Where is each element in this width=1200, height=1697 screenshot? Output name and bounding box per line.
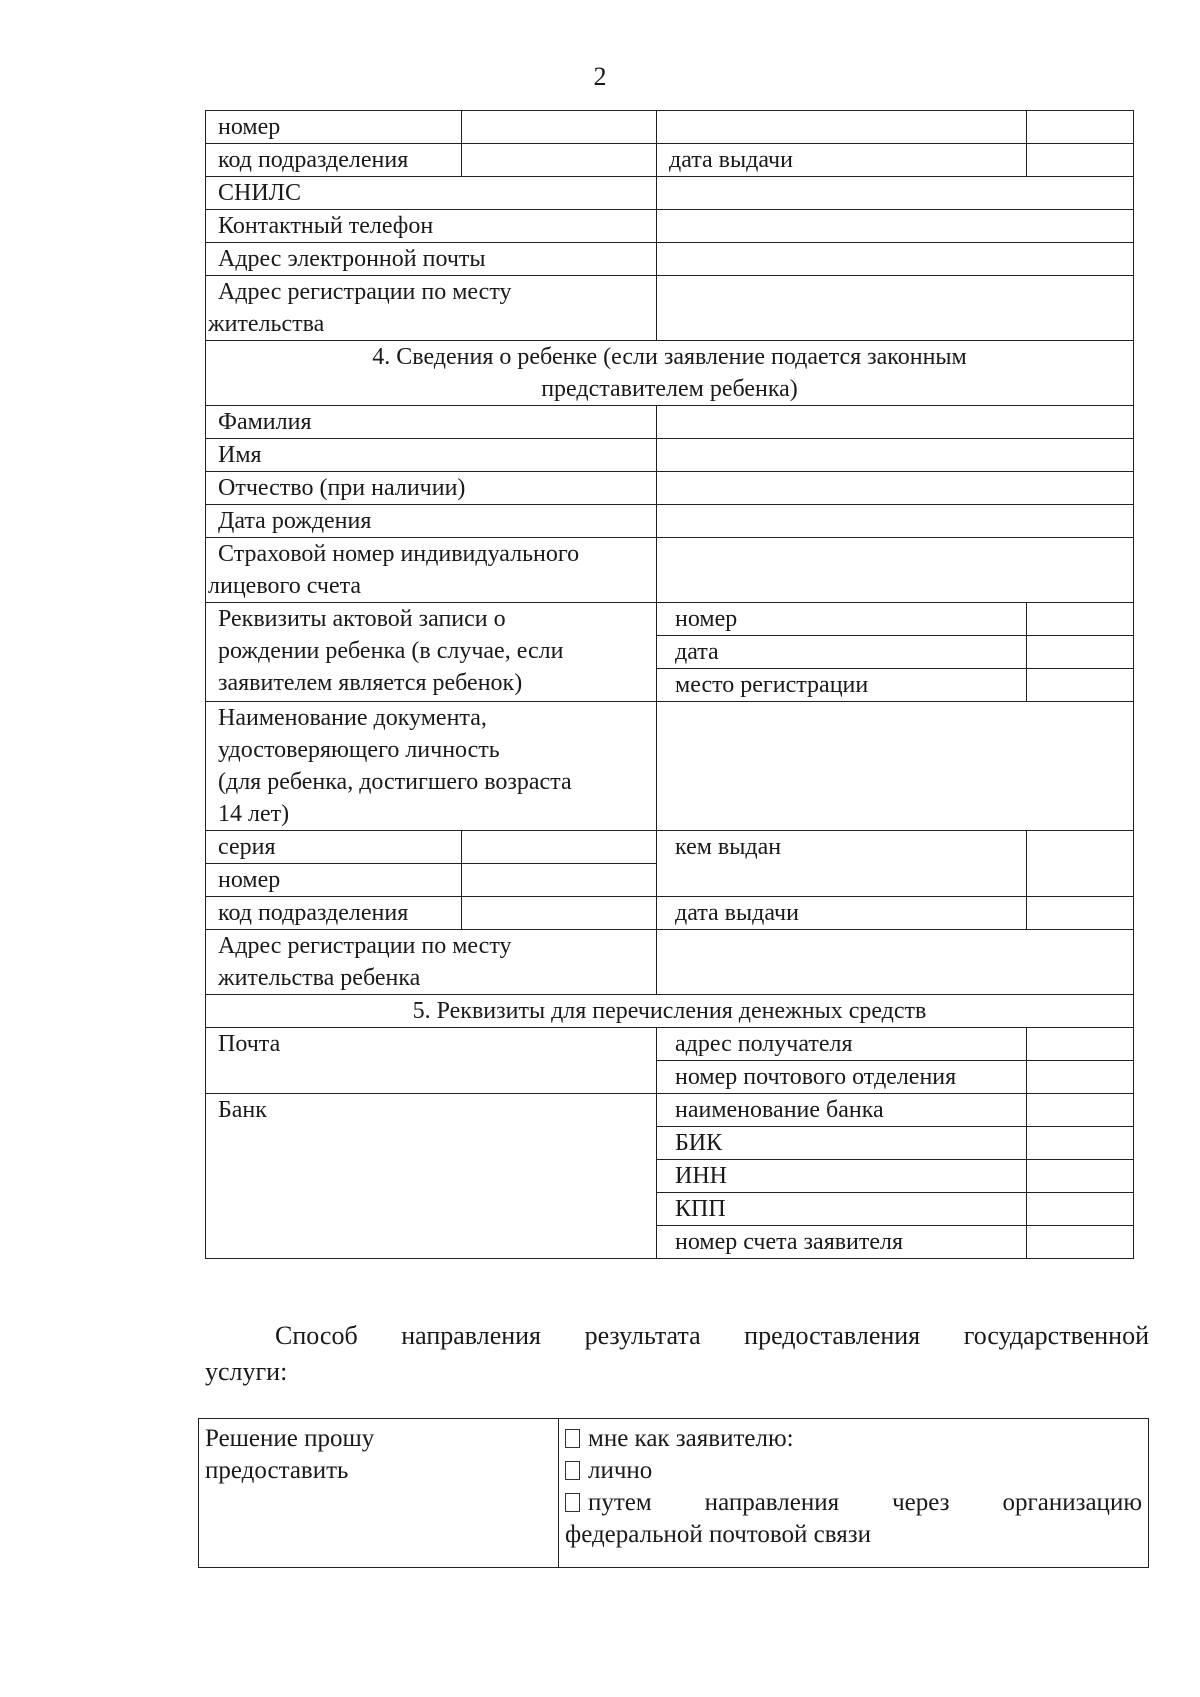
child-snils-row <box>206 538 1134 603</box>
act-record-line3: заявителем является ребенок) <box>218 670 523 696</box>
child-series-value[interactable] <box>462 831 657 864</box>
applicant-address-line2: жительства <box>208 311 325 337</box>
act-record-label <box>206 603 657 702</box>
applicant-number-label: номер <box>206 111 462 144</box>
result-delivery-row <box>199 1419 1149 1568</box>
child-name-value[interactable] <box>657 439 1134 472</box>
child-document-line4: 14 лет) <box>218 801 290 827</box>
bank-name-value[interactable] <box>1027 1094 1134 1127</box>
child-address-label <box>206 930 657 995</box>
child-code-label: код подразделения <box>206 897 462 930</box>
child-issued-by-value[interactable] <box>1027 831 1134 897</box>
option-in-person-label: лично <box>588 1457 653 1484</box>
applicant-code-row <box>206 144 1134 177</box>
option-in-person[interactable] <box>565 1455 1142 1487</box>
applicant-issue-date-label: дата выдачи <box>657 144 1027 177</box>
applicant-snils-value[interactable] <box>657 177 1134 210</box>
act-record-row-1 <box>206 603 1134 636</box>
child-birthdate-value[interactable] <box>657 505 1134 538</box>
act-date-label: дата <box>657 636 1027 669</box>
child-snils-value[interactable] <box>657 538 1134 603</box>
option-by-post-label: путем направления через организацию <box>588 1489 1142 1516</box>
result-delivery-options <box>559 1419 1149 1568</box>
bank-row-1 <box>206 1094 1134 1127</box>
delivery-method-line1: Способ направления результата предоставления государственной <box>275 1321 1149 1350</box>
child-patronymic-label: Отчество (при наличии) <box>206 472 657 505</box>
child-surname-row <box>206 406 1134 439</box>
child-patronymic-row <box>206 472 1134 505</box>
post-row-1 <box>206 1028 1134 1061</box>
applicant-code-label: код подразделения <box>206 144 462 177</box>
applicant-snils-row <box>206 177 1134 210</box>
option-by-post-line2: федеральной почтовой связи <box>565 1521 871 1548</box>
applicant-email-label: Адрес электронной почты <box>206 243 657 276</box>
section5-title: 5. Реквизиты для перечисления денежных средств <box>206 995 1134 1028</box>
child-number-value[interactable] <box>462 864 657 897</box>
act-date-value[interactable] <box>1027 636 1134 669</box>
post-label: Почта <box>206 1028 657 1094</box>
child-snils-line2: лицевого счета <box>208 573 362 599</box>
applicant-address-label <box>206 276 657 341</box>
applicant-code-value[interactable] <box>462 144 657 177</box>
applicant-number-extra[interactable] <box>657 111 1027 144</box>
section5-header-row <box>206 995 1134 1028</box>
account-value[interactable] <box>1027 1226 1134 1259</box>
option-to-applicant-label: мне как заявителю: <box>588 1425 794 1452</box>
child-birthdate-row <box>206 505 1134 538</box>
child-document-line2: удостоверяющего личность <box>218 737 500 763</box>
page-number: 2 <box>593 62 607 91</box>
child-issue-date-label: дата выдачи <box>657 897 1027 930</box>
account-label: номер счета заявителя <box>657 1226 1027 1259</box>
section4-title-line1: 4. Сведения о ребенке (если заявление подается законным <box>372 344 967 370</box>
child-issued-by-label: кем выдан <box>657 831 1027 897</box>
act-place-value[interactable] <box>1027 669 1134 702</box>
applicant-phone-value[interactable] <box>657 210 1134 243</box>
checkbox-icon[interactable] <box>565 1429 580 1448</box>
post-office-value[interactable] <box>1027 1061 1134 1094</box>
delivery-method-line2: услуги: <box>205 1357 288 1386</box>
bank-name-label: наименование банка <box>657 1094 1027 1127</box>
recipient-address-value[interactable] <box>1027 1028 1134 1061</box>
inn-value[interactable] <box>1027 1160 1134 1193</box>
act-place-label: место регистрации <box>657 669 1027 702</box>
result-label-line2: предоставить <box>205 1457 349 1484</box>
child-address-line1: Адрес регистрации по месту <box>218 933 512 959</box>
child-snils-label <box>206 538 657 603</box>
applicant-phone-row <box>206 210 1134 243</box>
checkbox-icon[interactable] <box>565 1493 580 1512</box>
act-number-label: номер <box>657 603 1027 636</box>
child-number-label: номер <box>206 864 462 897</box>
applicant-snils-label: СНИЛС <box>206 177 657 210</box>
child-birthdate-label: Дата рождения <box>206 505 657 538</box>
act-record-line2: рождении ребенка (в случае, если <box>218 638 564 664</box>
recipient-address-label: адрес получателя <box>657 1028 1027 1061</box>
child-document-label <box>206 702 657 831</box>
child-code-value[interactable] <box>462 897 657 930</box>
section4-title-line2: представителем ребенка) <box>541 376 798 402</box>
child-series-row <box>206 831 1134 864</box>
applicant-number-row <box>206 111 1134 144</box>
checkbox-icon[interactable] <box>565 1461 580 1480</box>
child-series-label: серия <box>206 831 462 864</box>
delivery-method-paragraph <box>205 1318 1149 1390</box>
child-snils-line1: Страховой номер индивидуального <box>218 541 580 567</box>
child-code-row <box>206 897 1134 930</box>
applicant-address-line1: Адрес регистрации по месту <box>218 279 512 305</box>
applicant-address-row <box>206 276 1134 341</box>
applicant-number-extra-value[interactable] <box>1027 111 1134 144</box>
child-issue-date-value[interactable] <box>1027 897 1134 930</box>
applicant-number-value[interactable] <box>462 111 657 144</box>
application-form-table <box>205 110 1134 1259</box>
act-number-value[interactable] <box>1027 603 1134 636</box>
kpp-value[interactable] <box>1027 1193 1134 1226</box>
child-surname-value[interactable] <box>657 406 1134 439</box>
child-document-line3: (для ребенка, достигшего возраста <box>218 769 572 795</box>
child-surname-label: Фамилия <box>206 406 657 439</box>
applicant-issue-date-value[interactable] <box>1027 144 1134 177</box>
child-name-label: Имя <box>206 439 657 472</box>
act-record-line1: Реквизиты актовой записи о <box>218 606 506 632</box>
kpp-label: КПП <box>657 1193 1027 1226</box>
applicant-phone-label: Контактный телефон <box>206 210 657 243</box>
applicant-email-value[interactable] <box>657 243 1134 276</box>
child-address-value[interactable] <box>657 930 1134 995</box>
applicant-address-value[interactable] <box>657 276 1134 341</box>
post-office-label: номер почтового отделения <box>657 1061 1027 1094</box>
child-document-row <box>206 702 1134 831</box>
result-label-line1: Решение прошу <box>205 1425 375 1452</box>
bik-label: БИК <box>657 1127 1027 1160</box>
section4-header-row <box>206 341 1134 406</box>
applicant-email-row <box>206 243 1134 276</box>
option-to-applicant[interactable] <box>565 1423 1142 1455</box>
child-patronymic-value[interactable] <box>657 472 1134 505</box>
child-address-row <box>206 930 1134 995</box>
child-document-value[interactable] <box>657 702 1134 831</box>
bik-value[interactable] <box>1027 1127 1134 1160</box>
bank-label: Банк <box>206 1094 657 1259</box>
result-delivery-label <box>199 1419 559 1568</box>
section4-title <box>206 341 1134 406</box>
child-name-row <box>206 439 1134 472</box>
inn-label: ИНН <box>657 1160 1027 1193</box>
child-document-line1: Наименование документа, <box>218 705 487 731</box>
result-delivery-table <box>198 1418 1149 1568</box>
child-address-line2: жительства ребенка <box>218 965 421 991</box>
option-by-post[interactable] <box>565 1487 1142 1519</box>
